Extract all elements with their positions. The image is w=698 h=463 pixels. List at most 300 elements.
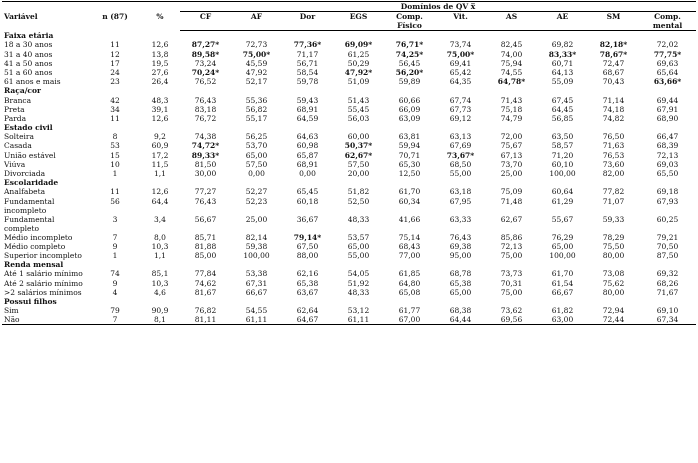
row-pct: 1,1 (154, 169, 166, 178)
row-value: 74,25* (395, 49, 424, 59)
row-value: 83,33* (548, 49, 577, 59)
row-value: 85,00 (194, 250, 217, 260)
row-value: 71,43 (500, 95, 523, 105)
row-value: 51,09 (347, 77, 370, 87)
row-value: 67,31 (245, 278, 268, 288)
row-pct: 10,3 (151, 278, 169, 288)
table-row (2, 288, 696, 297)
row-value: 66,67 (245, 287, 268, 297)
row-value: 77,36* (293, 40, 322, 50)
row-value: 69,10 (656, 306, 679, 316)
row-value: 63,81 (398, 132, 421, 142)
domain-col-header: AE (537, 12, 588, 31)
row-value: 67,69 (449, 141, 472, 151)
row-value: 64,78* (497, 77, 526, 87)
row-value: 57,50 (245, 159, 268, 169)
row-value: 68,91 (296, 104, 319, 114)
row-value: 70,24* (191, 67, 220, 77)
group-row (2, 297, 696, 306)
quality-of-life-table (2, 1, 696, 325)
row-value: 75,00 (500, 250, 523, 260)
row-value: 74,55 (500, 67, 523, 77)
row-n: 7 (90, 315, 140, 325)
group-label: Faixa etária (4, 31, 54, 41)
row-value: 63,13 (449, 132, 472, 142)
row-value: 69,38 (449, 241, 472, 251)
row-value: 56,25 (245, 132, 268, 142)
row-value: 63,33 (449, 214, 472, 224)
row-value: 52,50 (347, 196, 370, 206)
row-value: 77,00 (398, 250, 421, 260)
row-value: 80,00 (602, 250, 625, 260)
group-label: Escolaridade (4, 178, 59, 188)
row-pct: 1,1 (154, 250, 166, 260)
row-value: 88,00 (296, 250, 319, 260)
row-value: 81,67 (194, 287, 217, 297)
row-value: 77,27 (194, 187, 217, 197)
row-value: 66,47 (656, 132, 679, 142)
row-value: 67,34 (639, 315, 696, 325)
row-n: 1 (112, 250, 118, 260)
row-value: 81,50 (194, 159, 217, 169)
row-value: 52,23 (245, 196, 268, 206)
row-label: Solteira (4, 132, 34, 142)
domain-col-header: AF (231, 12, 282, 31)
row-value: 56,20* (395, 67, 424, 77)
row-value: 67,73 (449, 104, 472, 114)
row-value: 60,00 (347, 132, 370, 142)
row-n: 34 (110, 104, 120, 114)
row-value: 67,00 (384, 315, 435, 325)
row-value: 70,43 (602, 77, 625, 87)
row-pct: 8,0 (154, 232, 166, 242)
row-value: 68,91 (296, 159, 319, 169)
row-value: 25,00 (500, 169, 523, 178)
row-pct: 39,1 (151, 104, 169, 114)
row-label: Divorciada (4, 169, 46, 178)
row-value: 50,37* (344, 141, 373, 151)
table-row (2, 141, 696, 150)
row-value: 72,44 (588, 315, 639, 325)
row-pct: 85,1 (151, 269, 169, 279)
n-header: n (87) (90, 2, 140, 31)
row-label: Até 2 salário mínimo (4, 278, 83, 288)
row-value: 72,02 (656, 40, 679, 50)
row-label: >2 salários mínimos (4, 287, 82, 297)
row-value: 0,00 (248, 169, 265, 178)
row-value: 70,71 (398, 150, 421, 160)
row-value: 62,16 (296, 269, 319, 279)
row-value: 64,45 (551, 104, 574, 114)
row-value: 61,11 (231, 315, 282, 325)
row-n: 53 (110, 141, 120, 151)
table-row (2, 151, 696, 160)
row-value: 72,13 (656, 150, 679, 160)
row-value: 68,50 (449, 159, 472, 169)
row-value: 55,09 (551, 77, 574, 87)
row-value: 73,62 (500, 306, 523, 316)
row-value: 61,82 (551, 306, 574, 316)
row-value: 25,00 (245, 214, 268, 224)
row-n: 4 (112, 287, 118, 297)
row-n: 12 (110, 49, 120, 59)
row-pct: 10,3 (151, 241, 169, 251)
row-pct: 60,9 (151, 141, 169, 151)
row-value: 53,38 (245, 269, 268, 279)
table-row (2, 160, 696, 169)
row-value: 68,26 (656, 278, 679, 288)
row-value: 74,79 (500, 113, 523, 123)
row-label: Fundamental completo (4, 214, 55, 233)
variable-header: Variável (2, 2, 90, 31)
pct-header: % (140, 2, 180, 31)
row-value: 74,82 (602, 113, 625, 123)
row-value: 78,67* (599, 49, 628, 59)
row-value: 58,54 (296, 67, 319, 77)
row-value: 56,71 (296, 58, 319, 68)
table-row (2, 215, 696, 233)
row-value: 53,12 (347, 306, 370, 316)
row-value: 81,11 (180, 315, 231, 325)
row-value: 73,70 (500, 159, 523, 169)
row-value: 65,00 (449, 287, 472, 297)
row-value: 41,66 (398, 214, 421, 224)
row-value: 75,94 (500, 58, 523, 68)
row-pct: 27,6 (151, 67, 169, 77)
row-value: 74,18 (602, 104, 625, 114)
table-row (2, 251, 696, 260)
row-value: 67,91 (656, 104, 679, 114)
row-value: 71,67 (656, 287, 679, 297)
row-value: 71,07 (602, 196, 625, 206)
row-value: 63,50 (551, 132, 574, 142)
row-value: 55,00 (347, 250, 370, 260)
row-value: 82,14 (245, 232, 268, 242)
row-value: 63,00 (537, 315, 588, 325)
row-value: 71,48 (500, 196, 523, 206)
row-value: 60,64 (551, 187, 574, 197)
row-value: 65,30 (398, 159, 421, 169)
table-row (2, 50, 696, 59)
group-row (2, 31, 696, 41)
row-value: 68,39 (656, 141, 679, 151)
row-label: Sim (4, 306, 19, 316)
row-label: 61 anos e mais (4, 77, 61, 87)
table-row (2, 242, 696, 251)
row-value: 51,82 (347, 187, 370, 197)
row-value: 68,43 (398, 241, 421, 251)
row-n: 1 (112, 169, 118, 178)
row-value: 60,18 (296, 196, 319, 206)
row-pct: 90,9 (151, 306, 169, 316)
row-value: 57,50 (347, 159, 370, 169)
row-value: 73,08 (602, 269, 625, 279)
row-value: 74,00 (500, 49, 523, 59)
row-value: 76,43 (449, 232, 472, 242)
row-n: 9 (112, 241, 118, 251)
row-value: 68,38 (449, 306, 472, 316)
row-value: 75,18 (500, 104, 523, 114)
row-value: 76,29 (551, 232, 574, 242)
row-n: 24 (110, 67, 120, 77)
row-value: 63,67 (296, 287, 319, 297)
row-value: 83,18 (194, 104, 217, 114)
row-value: 70,31 (500, 278, 523, 288)
row-label: 31 a 40 anos (4, 49, 53, 59)
table-body (2, 31, 696, 325)
row-label: Preta (4, 104, 25, 114)
row-n: 11 (110, 113, 120, 123)
row-value: 30,00 (194, 169, 217, 178)
row-label: Parda (4, 113, 27, 123)
row-value: 72,00 (500, 132, 523, 142)
row-value: 59,78 (296, 77, 319, 87)
row-pct: 12,6 (151, 187, 169, 197)
row-pct: 12,6 (151, 40, 169, 50)
row-label: Até 1 salário mínimo (4, 269, 83, 279)
row-value: 60,34 (398, 196, 421, 206)
row-label: Médio incompleto (4, 232, 73, 242)
row-value: 75,00* (446, 49, 475, 59)
row-value: 61,85 (398, 269, 421, 279)
row-label: 41 a 50 anos (4, 58, 53, 68)
row-n: 23 (110, 77, 120, 87)
row-value: 77,84 (194, 269, 217, 279)
row-value: 61,54 (551, 278, 574, 288)
row-n: 42 (110, 95, 120, 105)
table-row (2, 169, 696, 178)
row-value: 67,45 (551, 95, 574, 105)
group-row (2, 86, 696, 95)
row-value: 48,33 (347, 287, 370, 297)
row-value: 85,86 (500, 232, 523, 242)
row-value: 69,03 (656, 159, 679, 169)
row-pct: 19,5 (151, 58, 169, 68)
row-value: 61,70 (398, 187, 421, 197)
row-value: 56,85 (551, 113, 574, 123)
table-row (2, 233, 696, 242)
row-value: 51,92 (347, 278, 370, 288)
row-value: 75,67 (500, 141, 523, 151)
group-row (2, 260, 696, 269)
row-value: 56,82 (245, 104, 268, 114)
row-value: 65,08 (398, 287, 421, 297)
row-value: 36,67 (296, 214, 319, 224)
row-value: 72,94 (602, 306, 625, 316)
row-value: 69,56 (486, 315, 537, 325)
row-value: 67,93 (656, 196, 679, 206)
row-value: 58,57 (551, 141, 574, 151)
row-value: 100,00 (243, 250, 270, 260)
row-value: 76,43 (194, 196, 217, 206)
row-label: Branca (4, 95, 32, 105)
row-value: 64,63 (296, 132, 319, 142)
row-value: 65,64 (656, 67, 679, 77)
table-row (2, 197, 696, 215)
row-value: 55,45 (347, 104, 370, 114)
row-pct: 48,3 (151, 95, 169, 105)
row-value: 55,67 (551, 214, 574, 224)
domain-col-header: Comp. mental (639, 12, 696, 31)
row-label: 51 a 60 anos (4, 67, 53, 77)
row-value: 53,70 (245, 141, 268, 151)
row-value: 74,72* (191, 141, 220, 151)
row-value: 73,24 (194, 58, 217, 68)
row-value: 100,00 (549, 169, 576, 178)
row-value: 76,53 (602, 150, 625, 160)
row-value: 12,50 (398, 169, 421, 178)
row-value: 47,92 (245, 67, 268, 77)
row-value: 64,44 (435, 315, 486, 325)
row-value: 77,82 (602, 187, 625, 197)
row-label: Casada (4, 141, 32, 151)
group-row (2, 178, 696, 187)
row-value: 65,87 (296, 150, 319, 160)
row-label: Médio completo (4, 241, 66, 251)
row-value: 71,14 (602, 95, 625, 105)
row-pct: 17,2 (151, 150, 169, 160)
row-value: 61,25 (347, 49, 370, 59)
row-value: 62,64 (296, 306, 319, 316)
row-n: 10 (110, 159, 120, 169)
row-value: 79,21 (656, 232, 679, 242)
row-value: 72,73 (245, 40, 268, 50)
table-row (2, 68, 696, 77)
group-label: Renda mensal (4, 260, 64, 270)
row-value: 67,95 (449, 196, 472, 206)
row-n: 11 (110, 40, 120, 50)
row-pct: 8,1 (140, 315, 180, 325)
row-value: 76,50 (602, 132, 625, 142)
domain-col-header: Comp. Físico (384, 12, 435, 31)
row-value: 75,14 (398, 232, 421, 242)
row-value: 65,38 (449, 278, 472, 288)
row-value: 59,43 (296, 95, 319, 105)
row-value: 69,12 (449, 113, 472, 123)
row-value: 74,38 (194, 132, 217, 142)
row-value: 74,62 (194, 278, 217, 288)
row-value: 59,33 (602, 214, 625, 224)
row-value: 80,00 (602, 287, 625, 297)
row-value: 69,63 (656, 58, 679, 68)
row-value: 55,00 (449, 169, 472, 178)
row-value: 82,45 (500, 40, 523, 50)
row-n: 56 (110, 196, 120, 206)
row-value: 60,25 (656, 214, 679, 224)
row-value: 59,89 (398, 77, 421, 87)
row-value: 47,92* (344, 67, 373, 77)
table-row (2, 187, 696, 196)
row-value: 59,94 (398, 141, 421, 151)
group-row (2, 123, 696, 132)
row-value: 65,00 (347, 241, 370, 251)
table-row (2, 279, 696, 288)
row-value: 60,98 (296, 141, 319, 151)
row-value: 61,11 (333, 315, 384, 325)
row-value: 73,73 (500, 269, 523, 279)
table-row (2, 96, 696, 105)
row-value: 73,67* (446, 150, 475, 160)
row-value: 70,50 (656, 241, 679, 251)
row-value: 69,18 (656, 187, 679, 197)
table-row (2, 306, 696, 315)
row-value: 63,18 (449, 187, 472, 197)
row-value: 54,55 (245, 306, 268, 316)
row-value: 64,80 (398, 278, 421, 288)
row-value: 95,00 (449, 250, 472, 260)
row-value: 87,27* (191, 40, 220, 50)
row-value: 69,41 (449, 58, 472, 68)
row-value: 76,82 (194, 306, 217, 316)
row-n: 8 (112, 132, 118, 142)
row-value: 76,43 (194, 95, 217, 105)
row-value: 0,00 (299, 169, 316, 178)
row-value: 76,72 (194, 113, 217, 123)
row-n: 17 (110, 58, 120, 68)
row-pct: 9,2 (154, 132, 166, 142)
table-page (0, 1, 698, 463)
row-value: 72,47 (602, 58, 625, 68)
row-value: 85,71 (194, 232, 217, 242)
row-value: 64,59 (296, 113, 319, 123)
row-pct: 11,5 (151, 159, 169, 169)
row-value: 50,29 (347, 58, 370, 68)
row-value: 87,50 (656, 250, 679, 260)
row-n: 3 (112, 214, 118, 224)
table-row (2, 114, 696, 123)
table-row (2, 132, 696, 141)
row-value: 54,05 (347, 269, 370, 279)
row-value: 73,60 (602, 159, 625, 169)
row-value: 75,50 (602, 241, 625, 251)
row-pct: 12,6 (151, 113, 169, 123)
row-value: 68,67 (602, 67, 625, 77)
row-value: 73,74 (449, 40, 472, 50)
row-value: 68,90 (656, 113, 679, 123)
table-row (2, 315, 696, 325)
table-row (2, 269, 696, 278)
row-value: 20,00 (347, 169, 370, 178)
row-n: 9 (112, 278, 118, 288)
row-value: 66,67 (551, 287, 574, 297)
row-value: 61,29 (551, 196, 574, 206)
row-value: 62,67 (500, 214, 523, 224)
row-value: 69,32 (656, 269, 679, 279)
domains-header: Domínios de QV x̅ (180, 2, 696, 12)
row-pct: 26,4 (151, 77, 169, 87)
domain-col-header: Dor (282, 12, 333, 31)
row-value: 65,38 (296, 278, 319, 288)
row-value: 76,52 (194, 77, 217, 87)
row-value: 75,62 (602, 278, 625, 288)
row-label: Não (2, 315, 90, 325)
row-label: Fundamental incompleto (4, 196, 55, 215)
domain-col-header: EGS (333, 12, 384, 31)
row-label: Viúva (4, 159, 26, 169)
row-value: 66,09 (398, 104, 421, 114)
row-value: 71,63 (602, 141, 625, 151)
row-label: Superior incompleto (4, 250, 82, 260)
row-pct: 13,8 (151, 49, 169, 59)
row-value: 65,00 (245, 150, 268, 160)
row-value: 65,00 (551, 241, 574, 251)
row-value: 64,35 (449, 77, 472, 87)
row-value: 71,20 (551, 150, 574, 160)
row-n: 7 (112, 232, 118, 242)
row-value: 65,50 (656, 169, 679, 178)
row-label: União estável (4, 150, 56, 160)
group-label: Estado civil (4, 123, 53, 133)
